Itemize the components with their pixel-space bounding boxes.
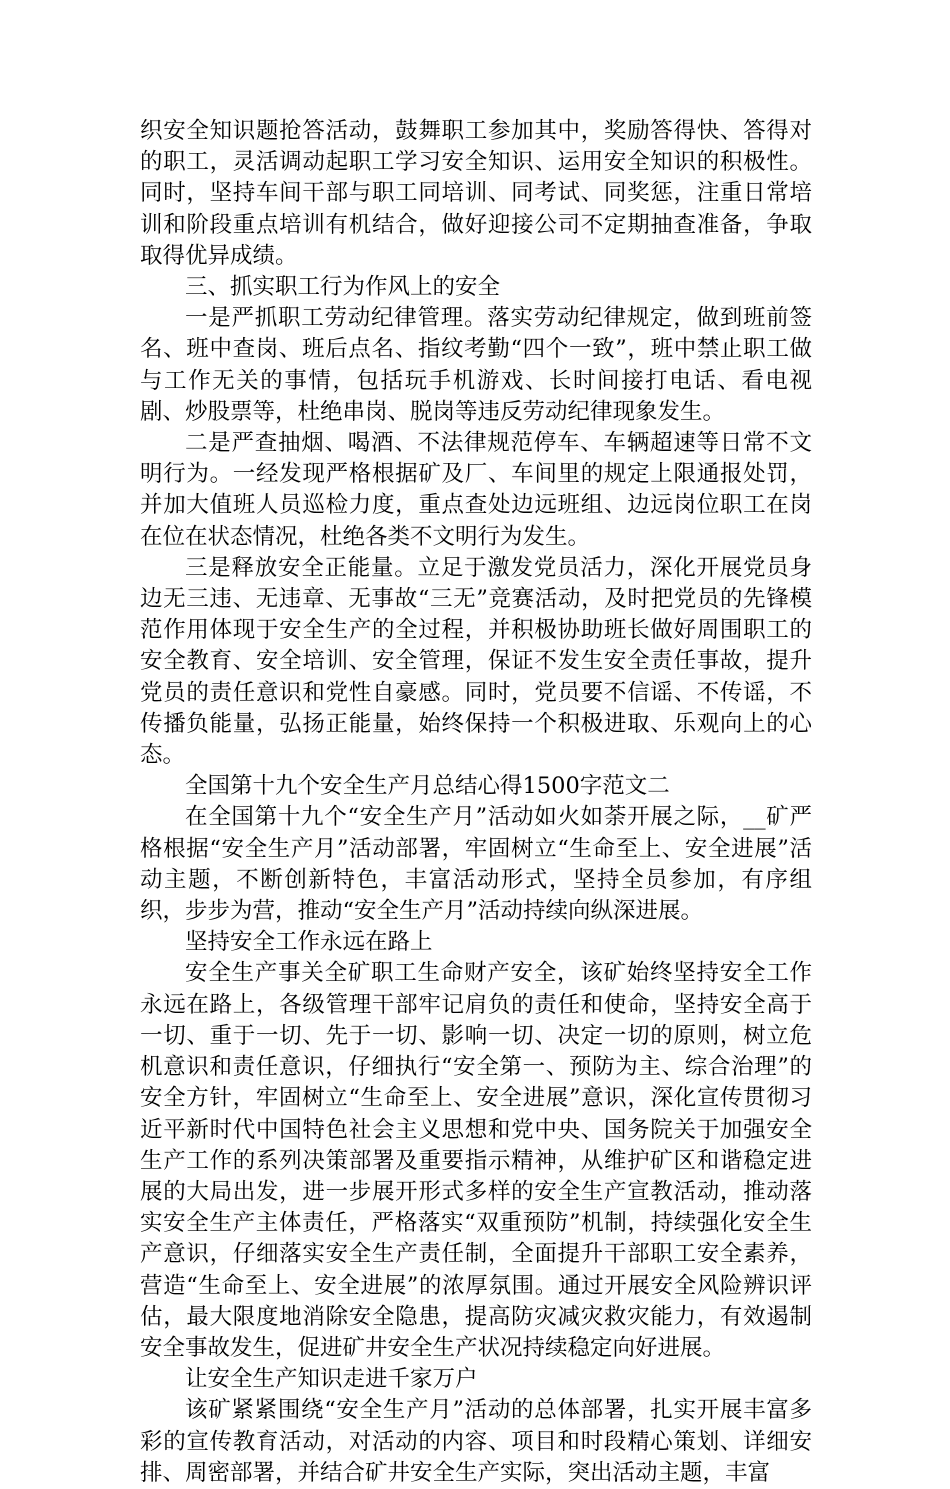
paragraph-positive-energy: 三是释放安全正能量。立足于激发党员活力，深化开展党员身边无三违、无违章、无事故“三无”竞赛活动，及时把党员的先锋模范作用体现于安全生产的全过程，并积极协助班长做好周围职工的安全教育、安全培训、安全管理，保证不发生安全责任事故，提升党员的责任意识和党性自豪感。同时，党员要不信谣、不传谣，不传播负能量，弘扬正能量，始终保持一个积极进取、乐观向上的心态。 [140,554,812,769]
paragraph-uncivilized-behavior: 二是严查抽烟、喝酒、不法律规范停车、车辆超速等日常不文明行为。一经发现严格根据矿及厂、车间里的规定上限通报处罚，并加大值班人员巡检力度，重点查处边远班组、边远岗位职工在岗在位在状态情况，杜绝各类不文明行为发生。 [140,430,812,550]
paragraph-safety-month-intro: 在全国第十九个“安全生产月”活动如火如荼开展之际，__矿严格根据“安全生产月”活动部署，牢固树立“生命至上、安全进展”活动主题，不断创新特色，丰富活动形式，坚持全员参加，有序组织，步步为营，推动“安全生产月”活动持续向纵深进展。 [140,804,812,925]
paragraph-labor-discipline: 一是严抓职工劳动纪律管理。落实劳动纪律规定，做到班前签名、班中查岗、班后点名、指纹考勤“四个一致”，班中禁止职工做与工作无关的事情，包括玩手机游戏、长时间接打电话、看电视剧、炒股票等，杜绝串岗、脱岗等违反劳动纪律现象发生。 [140,305,812,425]
article-two-title: 全国第十九个安全生产月总结心得1500字范文二 [185,773,670,800]
section-heading-safety-on-road: 坚持安全工作永远在路上 [185,929,433,956]
section-heading-behavior-safety: 三、抓实职工行为作风上的安全 [185,274,501,301]
paragraph-safety-production: 安全生产事关全矿职工生命财产安全，该矿始终坚持安全工作永远在路上，各级管理干部牢记肩负的责任和使命，坚持安全高于一切、重于一切、先于一切、影响一切、决定一切的原则，树立危机意识和责任意识，仔细执行“安全第一、预防为主、综合治理”的安全方针，牢固树立“生命至上、安全进展”意识，深化宣传贯彻习近平新时代中国特色社会主义思想和党中央、国务院关于加强安全生产工作的系列决策部署及重要指示精神，从维护矿区和谐稳定进展的大局出发，进一步展开形式多样的安全生产宣教活动，推动落实安全生产主体责任，严格落实“双重预防”机制，持续强化安全生产意识，仔细落实安全生产责任制，全面提升干部职工安全素养，营造“生命至上、安全进展”的浓厚氛围。通过开展安全风险辨识评估，最大限度地消除安全隐患，提高防灾减灾救灾能力，有效遏制安全事故发生，促进矿井安全生产状况持续稳定向好进展。 [140,960,812,1361]
document-page [140,116,812,1489]
section-heading-knowledge-households: 让安全生产知识走进千家万户 [185,1366,478,1393]
paragraph-training-activities: 织安全知识题抢答活动，鼓舞职工参加其中，奖励答得快、答得对的职工，灵活调动起职工学习安全知识、运用安全知识的积极性。同时，坚持车间干部与职工同培训、同考试、同奖惩，注重日常培训和阶段重点培训有机结合，做好迎接公司不定期抽查准备，争取取得优异成绩。 [140,118,812,269]
paragraph-publicity-education: 该矿紧紧围绕“安全生产月”活动的总体部署，扎实开展丰富多彩的宣传教育活动，对活动的内容、项目和时段精心策划、详细安排、周密部署，并结合矿井安全生产实际，突出活动主题，丰富 [140,1397,812,1486]
